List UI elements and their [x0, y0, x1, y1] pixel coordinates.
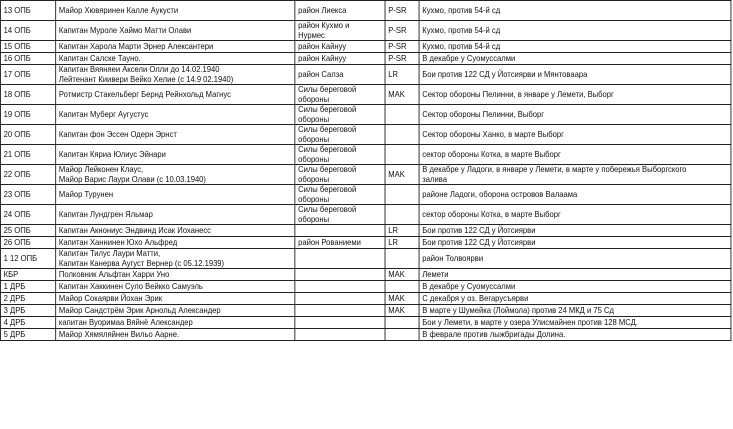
operations-cell-line: Кухмо, против 54-й сд: [422, 40, 501, 51]
commander-cell: [56, 293, 295, 305]
area-cell-line: район Кухмо и: [298, 20, 350, 31]
unit-cell: 5 ДРБ: [0, 329, 55, 341]
arms-cell: [385, 205, 419, 225]
area-cell: [295, 305, 385, 317]
unit-cell: 14 ОПБ: [0, 21, 55, 41]
commander-cell-line: Капитан Канерва Аугуст Вернер (с 05.12.1939): [58, 257, 225, 268]
operations-cell-line: район Толвоярви: [422, 252, 484, 263]
unit-cell: 1 ДРБ: [0, 281, 55, 293]
commander-cell: [56, 317, 295, 329]
commander-cell-line: Капитан Салске Тауно.: [58, 52, 141, 63]
commander-cell: [56, 205, 295, 225]
table-row: [0, 329, 730, 341]
arms-cell: [385, 249, 419, 269]
area-cell-line: обороны: [298, 133, 330, 144]
operations-cell-line: В декабре у Суомуссалми: [422, 280, 516, 291]
area-cell: [295, 281, 385, 293]
commander-cell-line: Майор Турунен: [58, 188, 114, 199]
table-row: [0, 249, 730, 269]
table-row: [0, 21, 730, 41]
arms-cell: P-SR: [385, 1, 419, 21]
operations-cell-line: В декабре у Ладоги, в январе у Лемети, в марте у побережья Выборгского: [422, 164, 687, 175]
arms-cell: P-SR: [385, 21, 419, 41]
commander-cell-line: Лейтенант Киивери Вейко Хелие (с 14.9 02.1940): [58, 73, 234, 84]
commander-cell-line: Майор Сокаярви Йохан Эрик: [58, 292, 163, 303]
table-row: [0, 105, 730, 125]
table-row: [0, 317, 730, 329]
arms-cell: [385, 329, 419, 341]
area-cell-line: район Рованиеми: [298, 236, 361, 247]
area-cell-line: район Салза: [298, 68, 344, 79]
operations-cell: [419, 269, 731, 281]
commander-cell: [56, 225, 295, 237]
area-cell-line: район Кайнуу: [298, 52, 347, 63]
area-cell-line: район Лиекса: [298, 4, 347, 15]
area-cell: [295, 105, 385, 125]
commander-cell: [56, 305, 295, 317]
operations-cell: [419, 125, 731, 145]
unit-cell: 26 ОПБ: [0, 237, 55, 249]
commander-cell-line: Капитан фон Эссен Одерн Эрнст: [58, 128, 177, 139]
table-row: [0, 281, 730, 293]
unit-cell: 19 ОПБ: [0, 105, 55, 125]
operations-cell-line: Бои против 122 СД у Йотсиярви: [422, 236, 536, 247]
unit-cell: 1 12 ОПБ: [0, 249, 55, 269]
operations-cell: [419, 105, 731, 125]
table-row: [0, 293, 730, 305]
commander-cell: [56, 105, 295, 125]
operations-cell-line: сектор обороны Котка, в марте Выборг: [422, 148, 561, 159]
arms-cell: P-SR: [385, 41, 419, 53]
commander-cell: [56, 125, 295, 145]
commander-cell: [56, 145, 295, 165]
commander-cell: [56, 21, 295, 41]
operations-cell: [419, 41, 731, 53]
operations-cell-line: Бои против 122 СД у Йотсиярви: [422, 224, 536, 235]
commander-cell-line: Майор Сандстрём Эрик Арнольд Александер: [58, 304, 221, 315]
operations-cell: [419, 145, 731, 165]
operations-cell-line: Кухмо, против 54-й сд: [422, 24, 501, 35]
arms-cell: [385, 281, 419, 293]
unit-cell: 25 ОПБ: [0, 225, 55, 237]
commander-cell-line: Майор Хювяринен Калле Аукусти: [58, 4, 179, 15]
area-cell-line: Силы береговой: [298, 144, 357, 155]
operations-cell-line: сектор обороны Котка, в марте Выборг: [422, 208, 561, 219]
commander-cell-line: Майор Варис Лаури Олави (с 10.03.1940): [58, 173, 206, 184]
table-row: [0, 205, 730, 225]
commander-cell-line: капитан Вуоримаа Вяйнё Александер: [58, 316, 193, 327]
operations-cell: [419, 329, 731, 341]
area-cell: [295, 205, 385, 225]
area-cell: [295, 1, 385, 21]
unit-cell: 22 ОПБ: [0, 165, 55, 185]
area-cell: [295, 165, 385, 185]
table-row: [0, 145, 730, 165]
operations-cell-line: Сектор обороны Пелинни, в январе у Лемети, Выборг: [422, 88, 614, 99]
commander-cell-line: Ротмистр Стакельберг Бернд Рейнхольд Магнус: [58, 88, 231, 99]
commander-cell: [56, 185, 295, 205]
operations-cell-line: Бои у Лемети, в марте у озера Улисмайнен против 128 МСД.: [422, 316, 638, 327]
commander-cell-line: Полковник Альфтан Харри Уно: [58, 268, 170, 279]
arms-cell: MAK: [385, 293, 419, 305]
unit-cell: 17 ОПБ: [0, 65, 55, 85]
commander-cell-line: Капитан Муроле Хаймо Матти Олави: [58, 24, 192, 35]
table-row: [0, 237, 730, 249]
table-row: [0, 65, 730, 85]
table-row: [0, 85, 730, 105]
operations-cell: [419, 205, 731, 225]
arms-cell: [385, 105, 419, 125]
area-cell-line: район Кайнуу: [298, 40, 347, 51]
commander-cell: [56, 165, 295, 185]
area-cell-line: обороны: [298, 153, 330, 164]
area-cell-line: Силы береговой: [298, 84, 357, 95]
arms-cell: [385, 317, 419, 329]
area-cell: [295, 293, 385, 305]
arms-cell: LR: [385, 65, 419, 85]
commander-cell: [56, 1, 295, 21]
area-cell-line: обороны: [298, 113, 330, 124]
area-cell: [295, 145, 385, 165]
unit-cell: 15 ОПБ: [0, 41, 55, 53]
table-row: [0, 41, 730, 53]
operations-cell: [419, 237, 731, 249]
table-body: [0, 1, 730, 341]
area-cell: [295, 85, 385, 105]
area-cell: [295, 53, 385, 65]
commander-cell-line: Капитан Муберг Аугустус: [58, 108, 149, 119]
commander-cell-line: Капитан Ханнинен Юхо Альфред: [58, 236, 178, 247]
commander-cell: [56, 41, 295, 53]
operations-cell-line: Сектор обороны Ханко, в марте Выборг: [422, 128, 564, 139]
operations-cell: [419, 225, 731, 237]
area-cell-line: Нурмес: [298, 29, 325, 40]
operations-cell: [419, 53, 731, 65]
operations-cell: [419, 249, 731, 269]
table-row: [0, 125, 730, 145]
area-cell-line: обороны: [298, 93, 330, 104]
area-cell-line: обороны: [298, 173, 330, 184]
unit-cell: 13 ОПБ: [0, 1, 55, 21]
operations-cell-line: Бои против 122 СД у Йотсиярви и Мянтоваара: [422, 68, 588, 79]
table-row: [0, 269, 730, 281]
unit-cell: 18 ОПБ: [0, 85, 55, 105]
arms-cell: [385, 185, 419, 205]
area-cell-line: Силы береговой: [298, 164, 357, 175]
commander-cell-line: Капитан Акнониус Эндвинд Исак Иоханесс: [58, 224, 211, 235]
area-cell: [295, 269, 385, 281]
arms-cell: MAK: [385, 269, 419, 281]
commander-cell-line: Капитан Хаккинен Суло Вейкко Самуэль: [58, 280, 203, 291]
area-cell: [295, 237, 385, 249]
operations-cell: [419, 1, 731, 21]
operations-cell: [419, 21, 731, 41]
area-cell-line: Силы береговой: [298, 124, 357, 135]
unit-cell: 20 ОПБ: [0, 125, 55, 145]
operations-cell-line: В декабре у Суомуссалми: [422, 52, 516, 63]
table-row: [0, 53, 730, 65]
area-cell: [295, 185, 385, 205]
commander-cell: [56, 53, 295, 65]
area-cell-line: обороны: [298, 213, 330, 224]
operations-cell-line: Кухмо, против 54-й сд: [422, 4, 501, 15]
arms-cell: [385, 145, 419, 165]
operations-cell: [419, 165, 731, 185]
area-cell-line: Силы береговой: [298, 204, 357, 215]
operations-cell: [419, 281, 731, 293]
commander-cell-line: Капитан Вяяняеи Аксели Олли до 14.02.1940: [58, 64, 220, 75]
commander-cell-line: Майор Лейконен Клаус,: [58, 164, 144, 175]
commander-cell: [56, 237, 295, 249]
commander-cell-line: Капитан Кяриа Юлиус Эйнари: [58, 148, 166, 159]
table-row: [0, 165, 730, 185]
commander-cell: [56, 249, 295, 269]
area-cell: [295, 329, 385, 341]
commander-cell: [56, 65, 295, 85]
area-cell: [295, 65, 385, 85]
commander-cell: [56, 269, 295, 281]
unit-cell: 16 ОПБ: [0, 53, 55, 65]
arms-cell: MAK: [385, 165, 419, 185]
operations-cell: [419, 185, 731, 205]
unit-cell: 24 ОПБ: [0, 205, 55, 225]
unit-cell: КБР: [0, 269, 55, 281]
commander-cell-line: Капитан Харола Марти Эрнер Алексантери: [58, 40, 214, 51]
table-row: [0, 185, 730, 205]
commander-cell-line: Капитан Лундгрен Яльмар: [58, 208, 153, 219]
operations-cell: [419, 85, 731, 105]
operations-cell: [419, 317, 731, 329]
operations-cell-line: Лемети: [422, 268, 449, 279]
unit-cell: 3 ДРБ: [0, 305, 55, 317]
commander-cell: [56, 85, 295, 105]
commander-cell: [56, 281, 295, 293]
area-cell-line: Силы береговой: [298, 184, 357, 195]
unit-cell: 2 ДРБ: [0, 293, 55, 305]
area-cell: [295, 41, 385, 53]
operations-cell-line: В феврале против лыжбригады Долина.: [422, 328, 566, 339]
operations-cell: [419, 65, 731, 85]
arms-cell: [385, 125, 419, 145]
arms-cell: MAK: [385, 85, 419, 105]
operations-cell: [419, 293, 731, 305]
area-cell: [295, 225, 385, 237]
operations-cell-line: С декабря у оз. Вегарусъярви: [422, 292, 529, 303]
operations-cell-line: Сектор обороны Пелинни, Выборг: [422, 108, 545, 119]
commander-cell-line: Капитан Тилус Лаури Матти,: [58, 248, 161, 259]
arms-cell: LR: [385, 237, 419, 249]
commander-cell: [56, 329, 295, 341]
unit-cell: 4 ДРБ: [0, 317, 55, 329]
arms-cell: MAK: [385, 305, 419, 317]
operations-cell-line: районе Ладоги, оборона островов Валаама: [422, 188, 578, 199]
area-cell: [295, 249, 385, 269]
operations-cell-line: залива: [422, 173, 447, 184]
arms-cell: P-SR: [385, 53, 419, 65]
area-cell-line: Силы береговой: [298, 104, 357, 115]
operations-cell-line: В марте у Шумейка (Лоймола) против 24 МКД и 75 Сд: [422, 304, 614, 315]
area-cell-line: обороны: [298, 193, 330, 204]
unit-cell: 23 ОПБ: [0, 185, 55, 205]
area-cell: [295, 125, 385, 145]
table-row: [0, 1, 730, 21]
arms-cell: LR: [385, 225, 419, 237]
table-row: [0, 225, 730, 237]
area-cell: [295, 21, 385, 41]
area-cell: [295, 317, 385, 329]
unit-cell: 21 ОПБ: [0, 145, 55, 165]
operations-cell: [419, 305, 731, 317]
table-row: [0, 305, 730, 317]
commander-cell-line: Майор Хямяляйнен Вильо Аарне.: [58, 328, 180, 339]
